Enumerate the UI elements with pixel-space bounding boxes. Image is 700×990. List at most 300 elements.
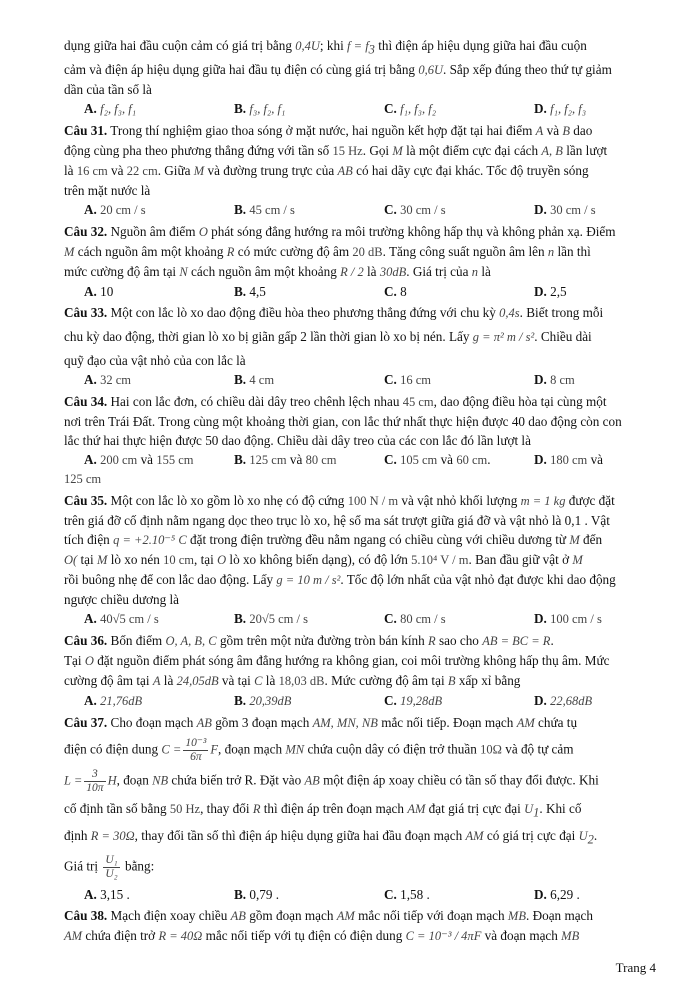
- math: NB: [152, 773, 169, 788]
- text: Nguồn âm điểm: [107, 223, 199, 239]
- option-value: 16 cm: [400, 372, 432, 387]
- math: MN: [285, 742, 305, 757]
- option-b[interactable]: [234, 200, 384, 220]
- option-value: 80 cm / s: [400, 611, 446, 626]
- text: điện có điện dung: [64, 741, 162, 757]
- option-letter: B.: [234, 451, 247, 467]
- option-letter: C.: [384, 100, 397, 116]
- option-value: 180 cm: [550, 452, 588, 467]
- text: và: [286, 451, 306, 467]
- text: và đoạn mạch: [481, 927, 562, 943]
- fraction-ratio: [103, 854, 119, 881]
- math: n: [547, 244, 555, 259]
- text: bằng:: [121, 858, 155, 874]
- option-letter: D.: [534, 100, 547, 116]
- math: A, B: [541, 143, 563, 158]
- text: mắc nối tiếp với đoạn mạch: [354, 907, 508, 923]
- math: U: [524, 801, 534, 816]
- text: Tại: [64, 652, 85, 668]
- option-letter: B.: [234, 692, 247, 708]
- option-value: 20 cm / s: [100, 202, 146, 217]
- answer-options: [84, 691, 656, 711]
- option-b[interactable]: [234, 885, 384, 904]
- math: N: [179, 264, 188, 279]
- text: lần lượt: [562, 142, 608, 158]
- option-letter: D.: [534, 283, 547, 299]
- math: q = +2.10⁻⁵ C: [113, 532, 187, 547]
- option-d-wrap: 125 cm: [64, 471, 102, 486]
- math: R: [226, 244, 235, 259]
- option-b[interactable]: [234, 691, 384, 711]
- option-value: f₁, f₂, f₃: [550, 101, 587, 116]
- math: 16 cm: [76, 163, 108, 178]
- math: C: [254, 673, 263, 688]
- text: có giá trị cực đại: [483, 828, 579, 844]
- math: C = 10⁻³ / 4πF: [405, 928, 482, 943]
- math: 2: [587, 832, 594, 847]
- text: sao cho: [435, 632, 483, 648]
- option-c[interactable]: [384, 450, 534, 470]
- text: lắc thứ hai thực hiện được 50 dao động. Chiều dài dây treo của các con lắc đó lần lượt là: [64, 432, 531, 448]
- question-31: [64, 121, 656, 220]
- text: Bốn điểm: [107, 632, 166, 648]
- text: và: [543, 122, 563, 138]
- option-value: 1,58 .: [400, 886, 430, 902]
- option-value: 19,28dB: [400, 693, 443, 708]
- text: và đường trung trực của: [204, 162, 338, 178]
- math: 0,4U: [295, 39, 320, 53]
- math: M: [569, 532, 580, 547]
- option-letter: C.: [384, 692, 397, 708]
- math: M: [572, 552, 583, 567]
- text: Hai con lắc đơn, có chiều dài dây treo chênh lệch nhau: [107, 393, 403, 409]
- option-letter: B.: [234, 283, 247, 299]
- option-letter: B.: [234, 886, 247, 902]
- math: R / 2: [340, 264, 364, 279]
- math: O: [84, 653, 94, 668]
- text: chứa tụ: [534, 714, 578, 730]
- math: R: [428, 633, 436, 648]
- question-30-continued: [64, 36, 656, 119]
- option-letter: A.: [84, 451, 97, 467]
- text: được đặt: [565, 492, 615, 508]
- option-letter: D.: [534, 692, 547, 708]
- option-letter: C.: [384, 283, 397, 299]
- text: dao: [569, 122, 593, 138]
- math: A: [535, 123, 544, 138]
- text: dần của tần số là: [64, 81, 152, 97]
- math: O: [217, 552, 227, 567]
- text: ; khi: [319, 38, 348, 53]
- text: cách nguồn âm một khoảng: [74, 243, 227, 259]
- text: là: [160, 672, 177, 688]
- option-value: f₂, f₃, f₁: [100, 101, 137, 116]
- text: và tại: [218, 672, 255, 688]
- option-value: 40√5 cm / s: [100, 611, 159, 626]
- math: B: [447, 673, 456, 688]
- text: gồm đoạn mạch: [245, 907, 337, 923]
- option-value: 8: [400, 283, 407, 299]
- answer-options: [84, 609, 656, 629]
- math: g = π² m / s²: [472, 329, 535, 344]
- option-d[interactable]: [534, 200, 656, 220]
- denominator: U₂: [105, 867, 118, 880]
- math: O, A, B, C: [165, 633, 217, 648]
- option-value: 4 cm: [249, 372, 275, 387]
- option-a[interactable]: [84, 370, 234, 390]
- text: một điện áp xoay chiều có tần số thay đổi được. Khi: [319, 772, 599, 788]
- option-letter: C.: [384, 610, 397, 626]
- math: AB: [304, 773, 320, 788]
- text: có mức cường độ âm: [234, 243, 353, 259]
- denominator: 6π: [190, 750, 202, 763]
- option-b[interactable]: [234, 99, 384, 119]
- fraction-inductance: [84, 768, 105, 795]
- text: và: [437, 451, 457, 467]
- option-letter: C.: [384, 451, 397, 467]
- math: MB: [507, 908, 526, 923]
- option-value: 155 cm: [156, 452, 194, 467]
- question-32: [64, 222, 656, 301]
- text: dụng giữa hai đầu cuộn cảm có giá trị bằng: [64, 38, 296, 53]
- math: 50 Hz: [169, 801, 201, 816]
- math: AM: [407, 801, 426, 816]
- math: MB: [561, 928, 580, 943]
- option-value: 22,68dB: [550, 693, 593, 708]
- option-value: 30 cm / s: [550, 202, 596, 217]
- question-number: Câu 31.: [64, 122, 108, 138]
- text: lần thì: [554, 243, 591, 259]
- denominator: 10π: [86, 781, 104, 794]
- math: 20 dB: [352, 244, 383, 259]
- option-a[interactable]: [84, 609, 234, 629]
- option-b[interactable]: [234, 370, 384, 390]
- math: B: [562, 123, 570, 138]
- text: là một điểm cực đại cách: [402, 142, 542, 158]
- text: là: [478, 263, 491, 279]
- math: 30dB: [379, 264, 407, 279]
- option-letter: D.: [534, 886, 547, 902]
- option-letter: A.: [84, 201, 97, 217]
- option-letter: C.: [384, 886, 397, 902]
- text: nơi trên Trái Đất. Trong cùng một khoảng thời gian, con lắc thứ nhất thực hiện được 40 dao động còn con: [64, 413, 622, 429]
- numerator: 10⁻³: [185, 736, 207, 749]
- option-a[interactable]: [84, 691, 234, 711]
- text: thì điện áp hiệu dụng giữa hai đầu cuộn: [374, 38, 587, 53]
- answer-options: [84, 200, 656, 220]
- text: chứa biến trở R. Đặt vào: [168, 772, 305, 788]
- option-letter: B.: [234, 201, 247, 217]
- math: U: [578, 829, 588, 844]
- math: M: [96, 552, 108, 567]
- text: . Sắp xếp đúng theo thứ tự giảm: [442, 61, 612, 77]
- option-letter: A.: [84, 610, 97, 626]
- question-number: Câu 32.: [64, 223, 108, 239]
- text: đạt giá trị cực đại: [425, 800, 525, 816]
- option-value: 3,15 .: [100, 886, 130, 902]
- math: F: [210, 742, 218, 757]
- text: .: [550, 632, 554, 648]
- option-letter: D.: [534, 201, 547, 217]
- text: . Mức cường độ âm tại: [324, 672, 448, 688]
- option-letter: A.: [84, 283, 97, 299]
- option-d[interactable]: [534, 370, 656, 390]
- option-d[interactable]: [534, 691, 656, 711]
- text: xấp xỉ bằng: [455, 672, 521, 688]
- text: tại: [77, 551, 97, 567]
- math: H: [107, 773, 117, 788]
- option-value: 20,39dB: [249, 693, 292, 708]
- question-number: Câu 36.: [64, 632, 108, 648]
- text: chứa điện trở: [82, 927, 159, 943]
- option-value: 125 cm: [249, 452, 287, 467]
- option-letter: D.: [534, 451, 547, 467]
- text: cách nguồn âm một khoảng: [187, 263, 341, 279]
- text: và vật nhỏ khối lượng: [398, 492, 521, 508]
- question-38: [64, 906, 656, 946]
- option-letter: C.: [384, 201, 397, 217]
- text: có hai dãy cực đại khác. Tốc độ truyền sóng: [352, 162, 589, 178]
- option-a[interactable]: [84, 450, 234, 470]
- option-c[interactable]: [384, 609, 534, 629]
- text: . Biết trong mỗi: [519, 304, 604, 320]
- option-value: 45 cm / s: [249, 202, 295, 217]
- option-d[interactable]: [534, 609, 656, 629]
- math: O(: [64, 552, 78, 567]
- math: 22 cm: [126, 163, 158, 178]
- text: đặt nguồn điểm phát sóng âm đẳng hướng ra không gian, coi môi trường không hấp thụ âm. Mức: [93, 652, 610, 668]
- text: thì điện áp trên đoạn mạch: [260, 800, 408, 816]
- text: gồm trên một nửa đường tròn bán kính: [216, 632, 429, 648]
- text: lò xo không biến dạng), có độ lớn: [226, 551, 412, 567]
- math: AM, MN, NB: [312, 715, 378, 730]
- option-value: 32 cm: [100, 372, 132, 387]
- text: . Giá trị của: [406, 263, 472, 279]
- text: . Ban đầu giữ vật ở: [468, 551, 573, 567]
- text: cảm và điện áp hiệu dụng giữa hai đầu tụ điện có cùng giá trị bằng: [64, 61, 419, 77]
- text: trên mặt nước là: [64, 182, 151, 198]
- text: Giá trị: [64, 858, 102, 874]
- math: M: [193, 163, 205, 178]
- math: R: [252, 801, 261, 816]
- option-value: 10: [100, 283, 114, 299]
- option-c[interactable]: [384, 99, 534, 119]
- option-value: f₁, f₃, f₂: [400, 101, 437, 116]
- text: và: [107, 162, 127, 178]
- math: 10 cm: [163, 552, 194, 567]
- option-value: 200 cm: [100, 452, 138, 467]
- text: và: [137, 451, 157, 467]
- text: mắc nối tiếp. Đoạn mạch: [377, 714, 517, 730]
- text: tích điện: [64, 531, 114, 547]
- math: A: [152, 673, 161, 688]
- math: AB: [196, 715, 212, 730]
- math: 3: [368, 42, 375, 57]
- answer-options: [84, 99, 656, 119]
- text: . Chiều dài: [534, 328, 592, 344]
- text: Mạch điện xoay chiều: [107, 907, 231, 923]
- text: trên giá đỡ cố định nằm ngang dọc theo trục lò xo, hệ số ma sát trượt giữa giá đỡ và vật nhỏ là 0,1 . Vật: [64, 512, 610, 528]
- option-b[interactable]: [234, 282, 384, 301]
- option-letter: A.: [84, 692, 97, 708]
- option-d[interactable]: [534, 99, 656, 119]
- question-35: [64, 491, 656, 629]
- text: rồi buông nhẹ để con lắc dao động. Lấy: [64, 571, 277, 587]
- text: . Đoạn mạch: [525, 907, 593, 923]
- text: Cho đoạn mạch: [107, 714, 197, 730]
- math: L =: [64, 773, 83, 788]
- option-a[interactable]: [84, 282, 234, 301]
- text: là: [64, 162, 77, 178]
- text: . Gọi: [362, 142, 393, 158]
- math: f = f: [347, 39, 369, 53]
- text: đến: [579, 531, 603, 547]
- option-value: 60 cm: [456, 452, 488, 467]
- page-content: [64, 36, 656, 946]
- option-value: 100 cm / s: [550, 611, 602, 626]
- option-letter: A.: [84, 371, 97, 387]
- math: C =: [161, 742, 182, 757]
- text: , đoạn mạch: [218, 741, 286, 757]
- text: , tại: [194, 551, 218, 567]
- text: cường độ âm tại: [64, 672, 153, 688]
- math: 100 N / m: [347, 493, 399, 508]
- text: và độ tự cảm: [501, 741, 574, 757]
- option-value: 80 cm: [305, 452, 337, 467]
- option-b[interactable]: [234, 450, 384, 470]
- option-d[interactable]: [534, 450, 656, 470]
- math: n: [471, 264, 479, 279]
- text: là: [363, 263, 380, 279]
- question-number: Câu 34.: [64, 393, 108, 409]
- answer-options: [84, 370, 656, 390]
- option-c[interactable]: [384, 885, 534, 904]
- question-33: [64, 303, 656, 390]
- option-letter: C.: [384, 371, 397, 387]
- option-value: 0,79 .: [249, 886, 280, 902]
- text: gồm 3 đoạn mạch: [211, 714, 313, 730]
- math: 5.10⁴ V / m: [411, 552, 469, 567]
- question-number: Câu 33.: [64, 304, 108, 320]
- option-a[interactable]: [84, 99, 234, 119]
- text: .: [593, 828, 598, 844]
- text: và: [587, 451, 604, 467]
- math: O: [198, 224, 208, 239]
- math: M: [64, 244, 75, 259]
- text: , thay đổi tần số thì điện áp hiệu dụng giữa hai đầu đoạn mạch: [134, 828, 466, 844]
- math: 45 cm: [402, 394, 434, 409]
- math: AM: [336, 908, 355, 923]
- math: AM: [516, 715, 535, 730]
- math: 0,6U: [418, 62, 443, 77]
- text: phát sóng đẳng hướng ra môi trường không hấp thụ và không phản xạ. Điểm: [207, 223, 616, 239]
- option-letter: D.: [534, 371, 547, 387]
- text: . Tốc độ lớn nhất của vật nhỏ đạt được khi dao động: [340, 571, 616, 587]
- text: chu kỳ dao động, thời gian lò xo bị giãn gấp 2 lần thời gian lò xo bị nén. Lấy: [64, 328, 473, 344]
- text: , thay đổi: [200, 800, 253, 816]
- question-34: [64, 392, 656, 489]
- math: AB: [337, 163, 353, 178]
- text: . Giữa: [157, 162, 194, 178]
- option-c[interactable]: [384, 200, 534, 220]
- text: Một con lắc lò xo dao động điều hòa theo phương thẳng đứng với chu kỳ: [107, 304, 500, 320]
- math: AB: [230, 908, 246, 923]
- answer-options: [84, 885, 656, 904]
- text: cố định tần số bằng: [64, 800, 170, 816]
- text: chứa cuộn dây có điện trở thuần: [304, 741, 481, 757]
- option-letter: D.: [534, 610, 547, 626]
- option-letter: B.: [234, 100, 247, 116]
- math: 15 Hz: [332, 143, 363, 158]
- numerator: 3: [84, 768, 105, 782]
- question-37: [64, 713, 656, 904]
- text: định: [64, 828, 91, 844]
- option-value: 6,29 .: [550, 886, 580, 902]
- text: đặt trong điện trường đều nằm ngang có chiều cùng với chiều dương từ: [186, 531, 570, 547]
- option-letter: B.: [234, 610, 247, 626]
- math: R = 30Ω: [90, 829, 135, 844]
- text: lò xo nén: [107, 551, 164, 567]
- fraction-capacitance: [183, 737, 208, 764]
- option-d[interactable]: [534, 282, 656, 301]
- text: . Khi cố: [539, 800, 582, 816]
- math: M: [392, 143, 403, 158]
- option-letter: A.: [84, 100, 97, 116]
- text: động cùng pha theo phương thẳng đứng với tần số: [64, 142, 333, 158]
- text: mắc nối tiếp với tụ điện có điện dung: [202, 927, 406, 943]
- option-value: 4,5: [249, 283, 266, 299]
- text: , đoạn: [116, 772, 153, 788]
- option-value: 20√5 cm / s: [249, 611, 308, 626]
- option-c[interactable]: [384, 691, 534, 711]
- option-b[interactable]: [234, 609, 384, 629]
- option-d[interactable]: [534, 885, 656, 904]
- answer-options: [84, 282, 656, 301]
- page-number: Trang 4: [615, 960, 656, 975]
- text: Trong thí nghiệm giao thoa sóng ở mặt nước, hai nguồn kết hợp đặt tại hai điểm: [107, 122, 536, 138]
- math: AM: [465, 829, 484, 844]
- math: 10Ω: [480, 742, 502, 757]
- option-c[interactable]: [384, 370, 534, 390]
- option-value: 105 cm: [400, 452, 438, 467]
- answer-options: [84, 450, 656, 470]
- option-letter: B.: [234, 371, 247, 387]
- math: 0,4s: [499, 305, 520, 320]
- text: là: [262, 672, 279, 688]
- option-a[interactable]: [84, 200, 234, 220]
- text: mức cường độ âm tại: [64, 263, 180, 279]
- text: ngược chiều dương là: [64, 591, 180, 607]
- option-letter: A.: [84, 886, 97, 902]
- option-value: f₃, f₂, f₁: [249, 101, 286, 116]
- math: m = 1 kg: [520, 493, 566, 508]
- math: 24,05dB: [176, 673, 219, 688]
- option-value: 8 cm: [550, 372, 575, 387]
- question-number: Câu 35.: [64, 492, 108, 508]
- option-value: 30 cm / s: [400, 202, 446, 217]
- question-number: Câu 37.: [64, 714, 108, 730]
- text: quỹ đạo của vật nhỏ của con lắc là: [64, 352, 246, 368]
- option-a[interactable]: [84, 885, 234, 904]
- text: .: [487, 451, 491, 467]
- question-36: [64, 631, 656, 711]
- math: g = 10 m / s²: [276, 572, 341, 587]
- math: AB = BC = R: [482, 633, 551, 648]
- option-c[interactable]: [384, 282, 534, 301]
- question-number: Câu 38.: [64, 907, 108, 923]
- option-value: 2,5: [550, 283, 567, 299]
- numerator: U₁: [105, 853, 118, 866]
